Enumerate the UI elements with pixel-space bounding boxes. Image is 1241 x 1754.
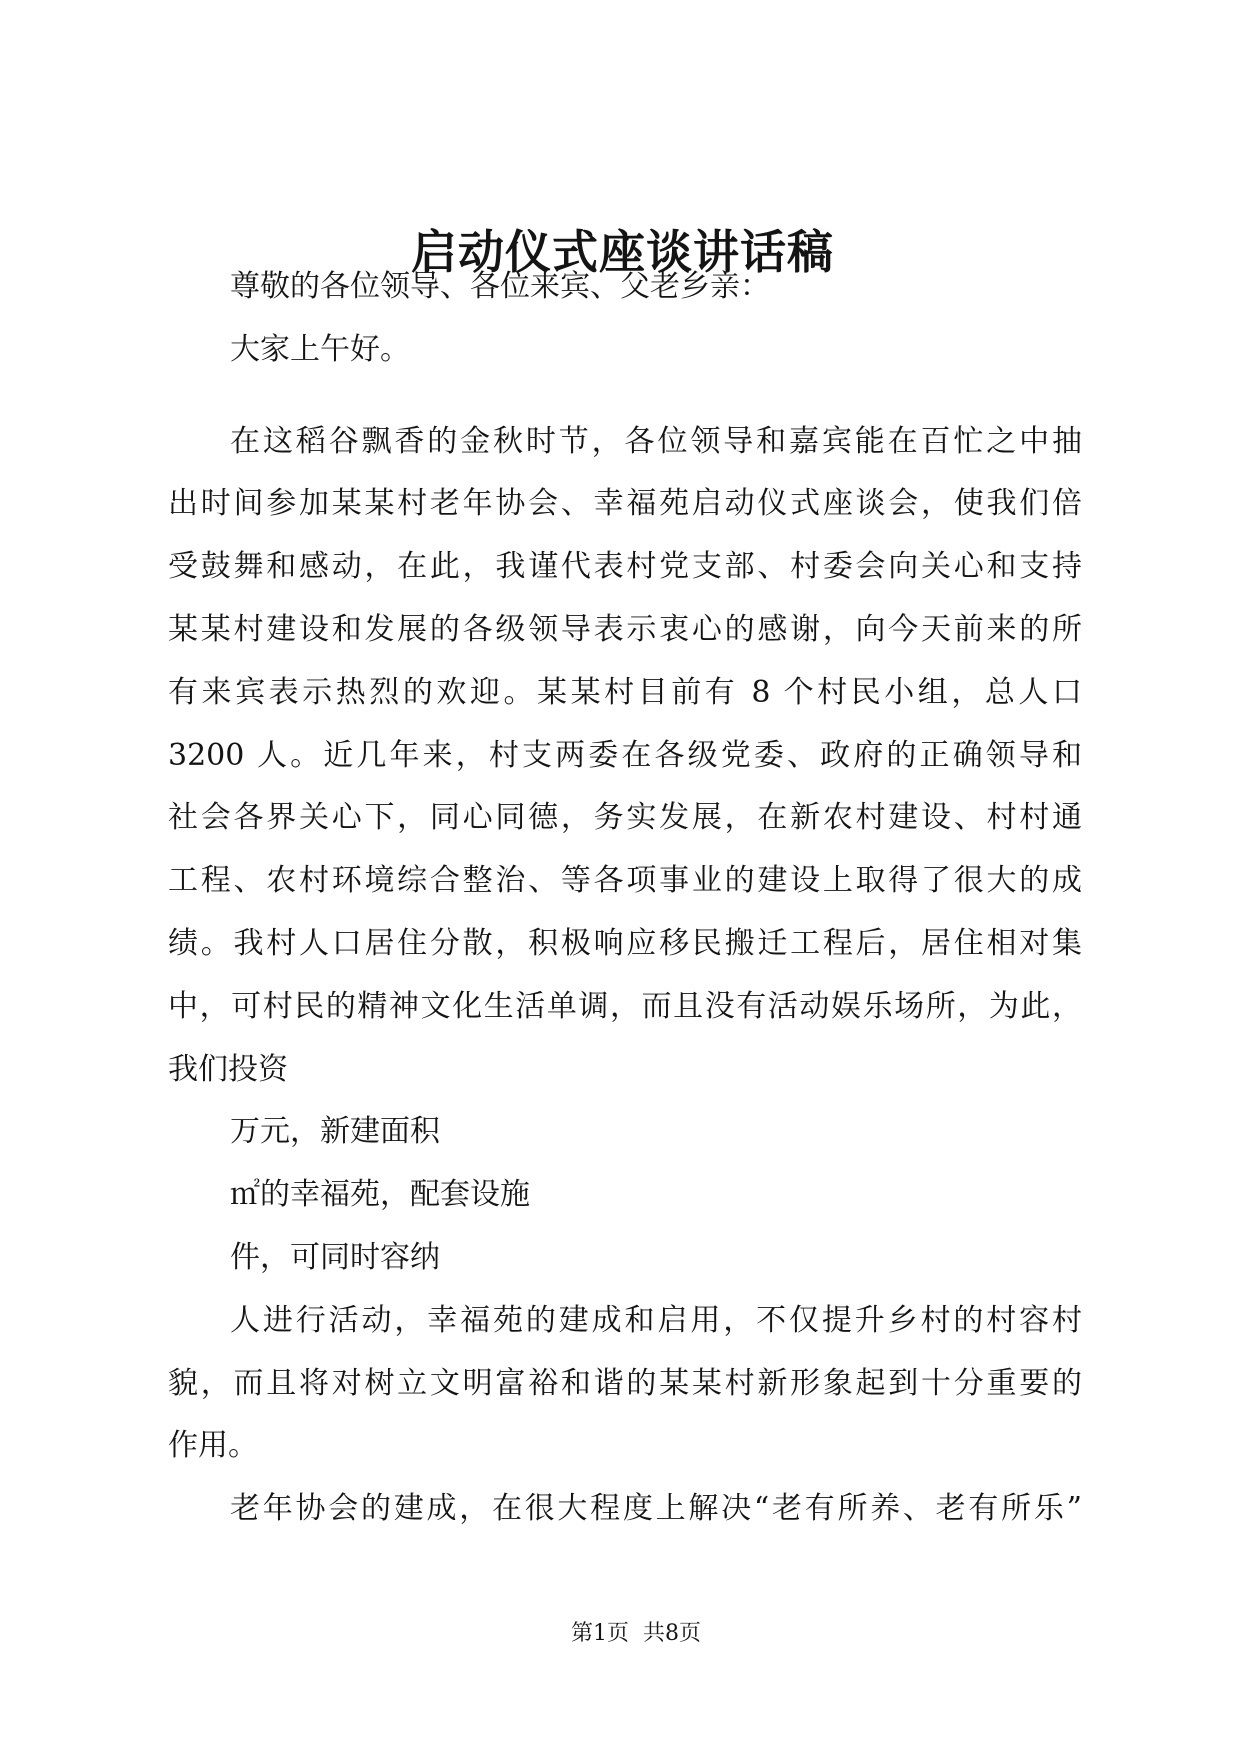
paragraph-salutation xyxy=(168,319,1082,382)
text-line: 受鼓舞和感动，在此，我谨代表村党支部、村委会向关心和支持 xyxy=(168,549,1082,585)
paragraph-area xyxy=(168,1164,1082,1227)
text-line: 人进行活动，幸福苑的建成和启用，不仅提升乡村的村容村 xyxy=(230,1302,1082,1338)
text-line: 中，可村民的精神文化生活单调，而且没有活动娱乐场所，为此， xyxy=(168,988,1082,1024)
text-line: 件，可同时容纳 xyxy=(230,1239,440,1275)
text-line: 尊敬的各位领导、各位来宾、父老乡亲： xyxy=(230,269,770,304)
text-line: 老年协会的建成，在很大程度上解决“老有所养、老有所乐” xyxy=(230,1491,1082,1527)
text-line: 貌，而且将对树立文明富裕和谐的某某村新形象起到十分重要的 xyxy=(168,1365,1082,1401)
text-line: 出时间参加某某村老年协会、幸福苑启动仪式座谈会，使我们倍 xyxy=(168,486,1082,522)
paragraph-elderly-association xyxy=(168,1478,1082,1541)
text-line: 作用。 xyxy=(168,1428,258,1464)
document-body xyxy=(168,256,1082,1541)
text-line: 工程、农村环境综合整治、等各项事业的建设上取得了很大的成 xyxy=(168,863,1082,899)
text-line: ㎡的幸福苑，配套设施 xyxy=(230,1177,530,1213)
text-line: 3200 人。近几年来，村支两委在各级党委、政府的正确领导和 xyxy=(168,737,1082,773)
text-line: 有来宾表示热烈的欢迎。某某村目前有 8 个村民小组，总人口 xyxy=(168,674,1082,710)
paragraph-greeting xyxy=(168,256,1082,319)
paragraph-main xyxy=(168,411,1082,1102)
text-line: 我们投资 xyxy=(168,1051,288,1087)
paragraph-activities xyxy=(168,1290,1082,1478)
paragraph-capacity xyxy=(168,1227,1082,1290)
text-line: 万元，新建面积 xyxy=(230,1114,440,1150)
text-line: 在这稻谷飘香的金秋时节，各位领导和嘉宾能在百忙之中抽 xyxy=(230,423,1082,459)
text-line: 大家上午好。 xyxy=(230,331,410,367)
text-line: 社会各界关心下，同心同德，务实发展，在新农村建设、村村通 xyxy=(168,800,1082,836)
page-title: 启动仪式座谈讲话稿 xyxy=(411,225,834,279)
text-line: 某某村建设和发展的各级领导表示衷心的感谢，向今天前来的所 xyxy=(168,611,1082,647)
page-footer: 第1页 共8页 xyxy=(571,1621,701,1646)
text-line: 绩。我村人口居住分散，积极响应移民搬迁工程后，居住相对集 xyxy=(168,925,1082,961)
paragraph-investment xyxy=(168,1101,1082,1164)
